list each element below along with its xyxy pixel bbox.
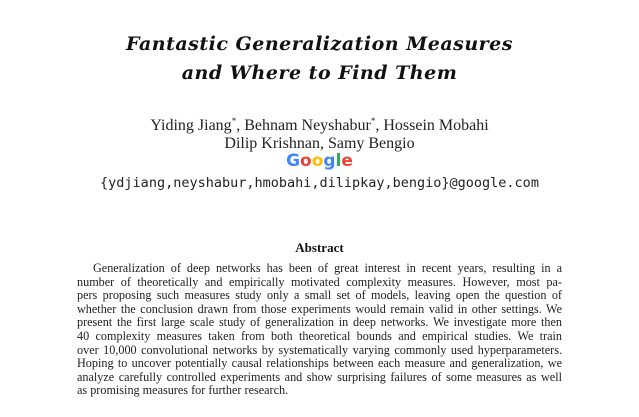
logo-letter: l bbox=[335, 151, 342, 171]
abstract-line: 40 complexity measures taken from both theoretical bounds and empirical studies. We train bbox=[77, 328, 562, 343]
abstract-line: analyze carefully controlled experiments and show surprising failures of some measures as well bbox=[77, 369, 562, 384]
abstract-line: present the first large scale study of generalization in deep networks. We investigate more then bbox=[77, 315, 562, 330]
logo-letter: o bbox=[300, 151, 312, 171]
abstract-heading: Abstract bbox=[295, 240, 344, 255]
google-logo bbox=[0, 151, 639, 171]
author-name: Hossein Mobahi bbox=[383, 117, 489, 134]
logo-letter: o bbox=[311, 151, 324, 171]
author-emails: {ydjiang,neyshabur,hmobahi,dilipkay,bengio}@google.com bbox=[100, 175, 539, 191]
authors-line-2: Dilip Krishnan, Samy Bengio bbox=[224, 135, 415, 152]
paper-title-line-2: and Where to Find Them bbox=[181, 62, 458, 84]
logo-letter: e bbox=[341, 151, 353, 171]
equal-contribution-mark: * bbox=[231, 116, 237, 126]
logo-letter: G bbox=[286, 151, 301, 171]
abstract-line: Hoping to uncover potentially causal relationships between each measure and generalization, we bbox=[77, 356, 562, 371]
abstract-body bbox=[77, 262, 562, 398]
abstract-line: Generalization of deep networks has been of great interest in recent years, resulting in a bbox=[93, 261, 562, 275]
equal-contribution-mark: * bbox=[370, 116, 376, 126]
abstract-line: over 10,000 convolutional networks by systematically varying commonly used hyperparameters. bbox=[77, 342, 562, 357]
abstract-line: whether the conclusion drawn from those experiments would remain valid in other settings. We bbox=[77, 301, 562, 316]
authors-line-1: Yiding Jiang*, Behnam Neyshabur*, Hossein Mobahi bbox=[150, 116, 489, 134]
author-name: Yiding Jiang bbox=[150, 117, 232, 134]
author-name: Behnam Neyshabur bbox=[244, 117, 371, 134]
paper-title-line-1: Fantastic Generalization Measures bbox=[126, 33, 513, 55]
abstract-line: number of theoretically and empirically motivated complexity measures. However, most pa- bbox=[77, 274, 562, 289]
logo-letter: g bbox=[323, 151, 336, 171]
abstract-line: as promising measures for further research. bbox=[77, 383, 289, 398]
abstract-line: pers proposing such measures study only a small set of models, leaving open the question of bbox=[77, 288, 562, 303]
